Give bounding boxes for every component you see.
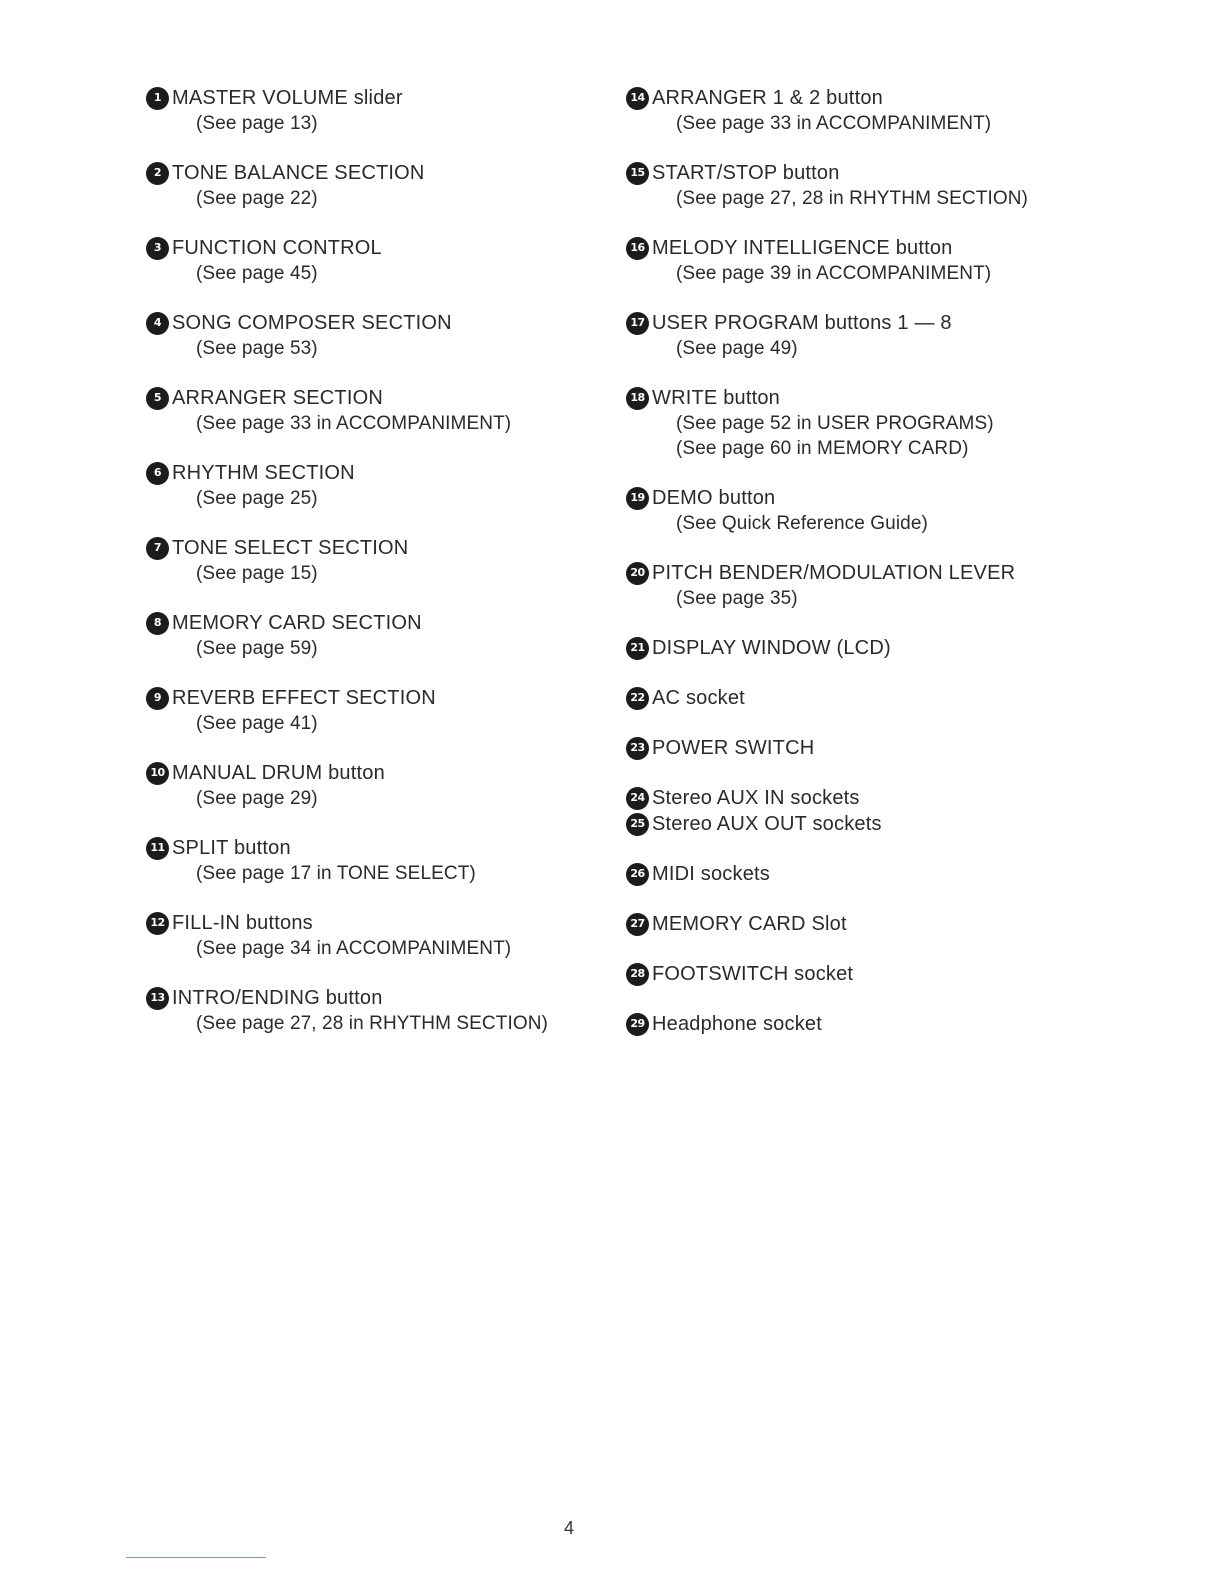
legend-entry — [626, 785, 1106, 811]
page-reference: (See page 27, 28 in RHYTHM SECTION) — [196, 1013, 548, 1034]
page-reference: (See page 60 in MEMORY CARD) — [676, 438, 969, 459]
number-badge: 9 — [146, 687, 169, 710]
legend-entry — [146, 610, 626, 661]
page-reference: (See page 52 in USER PROGRAMS) — [676, 413, 994, 434]
page-reference: (See page 25) — [196, 488, 318, 509]
legend-entry — [626, 385, 1106, 461]
number-badge: 17 — [626, 312, 649, 335]
entry-title: DEMO button — [652, 487, 776, 509]
entry-title: FILL-IN buttons — [172, 912, 313, 934]
entry-title: USER PROGRAM buttons 1 — 8 — [652, 312, 952, 334]
number-badge: 11 — [146, 837, 169, 860]
legend-entry — [146, 85, 626, 136]
legend-entry — [626, 485, 1106, 536]
legend-entry — [146, 310, 626, 361]
entry-title: TONE BALANCE SECTION — [172, 162, 425, 184]
entry-title: Stereo AUX OUT sockets — [652, 813, 882, 835]
entry-title: FOOTSWITCH socket — [652, 963, 854, 985]
entry-title: START/STOP button — [652, 162, 840, 184]
number-badge: 1 — [146, 87, 169, 110]
legend-entry — [626, 235, 1106, 286]
number-badge: 2 — [146, 162, 169, 185]
page-reference: (See page 39 in ACCOMPANIMENT) — [676, 263, 992, 284]
legend-entry — [146, 535, 626, 586]
number-badge: 24 — [626, 787, 649, 810]
number-badge: 13 — [146, 987, 169, 1010]
number-badge: 12 — [146, 912, 169, 935]
entry-title: AC socket — [652, 687, 745, 709]
entry-title: MIDI sockets — [652, 863, 770, 885]
entry-title: SPLIT button — [172, 837, 291, 859]
page-number: 4 — [564, 1518, 575, 1538]
legend-entry — [626, 310, 1106, 361]
page-reference: (See page 49) — [676, 338, 798, 359]
entry-title: MASTER VOLUME slider — [172, 87, 403, 109]
right-column — [626, 85, 1106, 1061]
number-badge: 21 — [626, 637, 649, 660]
left-column — [146, 85, 626, 1060]
number-badge: 14 — [626, 87, 649, 110]
entry-title: FUNCTION CONTROL — [172, 237, 382, 259]
entry-title: ARRANGER 1 & 2 button — [652, 87, 883, 109]
number-badge: 20 — [626, 562, 649, 585]
legend-entry — [626, 560, 1106, 611]
entry-title: INTRO/ENDING button — [172, 987, 383, 1009]
number-badge: 18 — [626, 387, 649, 410]
legend-entry — [146, 760, 626, 811]
page-reference: (See page 27, 28 in RHYTHM SECTION) — [676, 188, 1028, 209]
legend-entry — [626, 861, 1106, 887]
number-badge: 7 — [146, 537, 169, 560]
page-reference: (See page 22) — [196, 188, 318, 209]
number-badge: 8 — [146, 612, 169, 635]
number-badge: 5 — [146, 387, 169, 410]
footer-rule — [126, 1557, 266, 1558]
entry-title: REVERB EFFECT SECTION — [172, 687, 436, 709]
entry-title: Headphone socket — [652, 1013, 822, 1035]
entry-title: WRITE button — [652, 387, 780, 409]
entry-title: Stereo AUX IN sockets — [652, 787, 860, 809]
page-reference: (See page 17 in TONE SELECT) — [196, 863, 476, 884]
legend-entry — [626, 635, 1106, 661]
legend-entry — [146, 835, 626, 886]
page-reference: (See page 53) — [196, 338, 318, 359]
entry-title: SONG COMPOSER SECTION — [172, 312, 452, 334]
entry-title: MANUAL DRUM button — [172, 762, 385, 784]
entry-title: MEMORY CARD Slot — [652, 913, 847, 935]
page-reference: (See page 15) — [196, 563, 318, 584]
legend-entry — [626, 160, 1106, 211]
legend-entry — [146, 160, 626, 211]
page-reference: (See page 13) — [196, 113, 318, 134]
legend-entry — [626, 811, 1106, 837]
entry-title: ARRANGER SECTION — [172, 387, 384, 409]
number-badge: 23 — [626, 737, 649, 760]
legend-entry — [146, 685, 626, 736]
number-badge: 4 — [146, 312, 169, 335]
number-badge: 22 — [626, 687, 649, 710]
legend-entry — [626, 735, 1106, 761]
entry-title: PITCH BENDER/MODULATION LEVER — [652, 562, 1016, 584]
legend-entry — [146, 985, 626, 1036]
page-reference: (See page 33 in ACCOMPANIMENT) — [196, 413, 512, 434]
number-badge: 16 — [626, 237, 649, 260]
entry-title: MEMORY CARD SECTION — [172, 612, 422, 634]
number-badge: 10 — [146, 762, 169, 785]
page-reference: (See page 33 in ACCOMPANIMENT) — [676, 113, 992, 134]
page-reference: (See page 41) — [196, 713, 318, 734]
number-badge: 27 — [626, 913, 649, 936]
legend-entry — [626, 685, 1106, 711]
number-badge: 15 — [626, 162, 649, 185]
number-badge: 6 — [146, 462, 169, 485]
legend-entry — [146, 385, 626, 436]
legend-entry — [626, 961, 1106, 987]
legend-entry — [626, 1011, 1106, 1037]
number-badge: 3 — [146, 237, 169, 260]
page-reference: (See page 34 in ACCOMPANIMENT) — [196, 938, 512, 959]
page-reference: (See page 59) — [196, 638, 318, 659]
legend-entry — [146, 910, 626, 961]
legend-entry — [146, 460, 626, 511]
number-badge: 29 — [626, 1013, 649, 1036]
entry-title: DISPLAY WINDOW (LCD) — [652, 637, 891, 659]
page-reference: (See page 29) — [196, 788, 318, 809]
number-badge: 28 — [626, 963, 649, 986]
page-reference: (See page 45) — [196, 263, 318, 284]
legend-entry — [146, 235, 626, 286]
page-reference: (See Quick Reference Guide) — [676, 513, 928, 534]
page-reference: (See page 35) — [676, 588, 798, 609]
number-badge: 25 — [626, 813, 649, 836]
entry-title: RHYTHM SECTION — [172, 462, 355, 484]
entry-title: TONE SELECT SECTION — [172, 537, 409, 559]
number-badge: 26 — [626, 863, 649, 886]
legend-entry — [626, 911, 1106, 937]
entry-title: MELODY INTELLIGENCE button — [652, 237, 953, 259]
number-badge: 19 — [626, 487, 649, 510]
legend-entry — [626, 85, 1106, 136]
entry-title: POWER SWITCH — [652, 737, 815, 759]
